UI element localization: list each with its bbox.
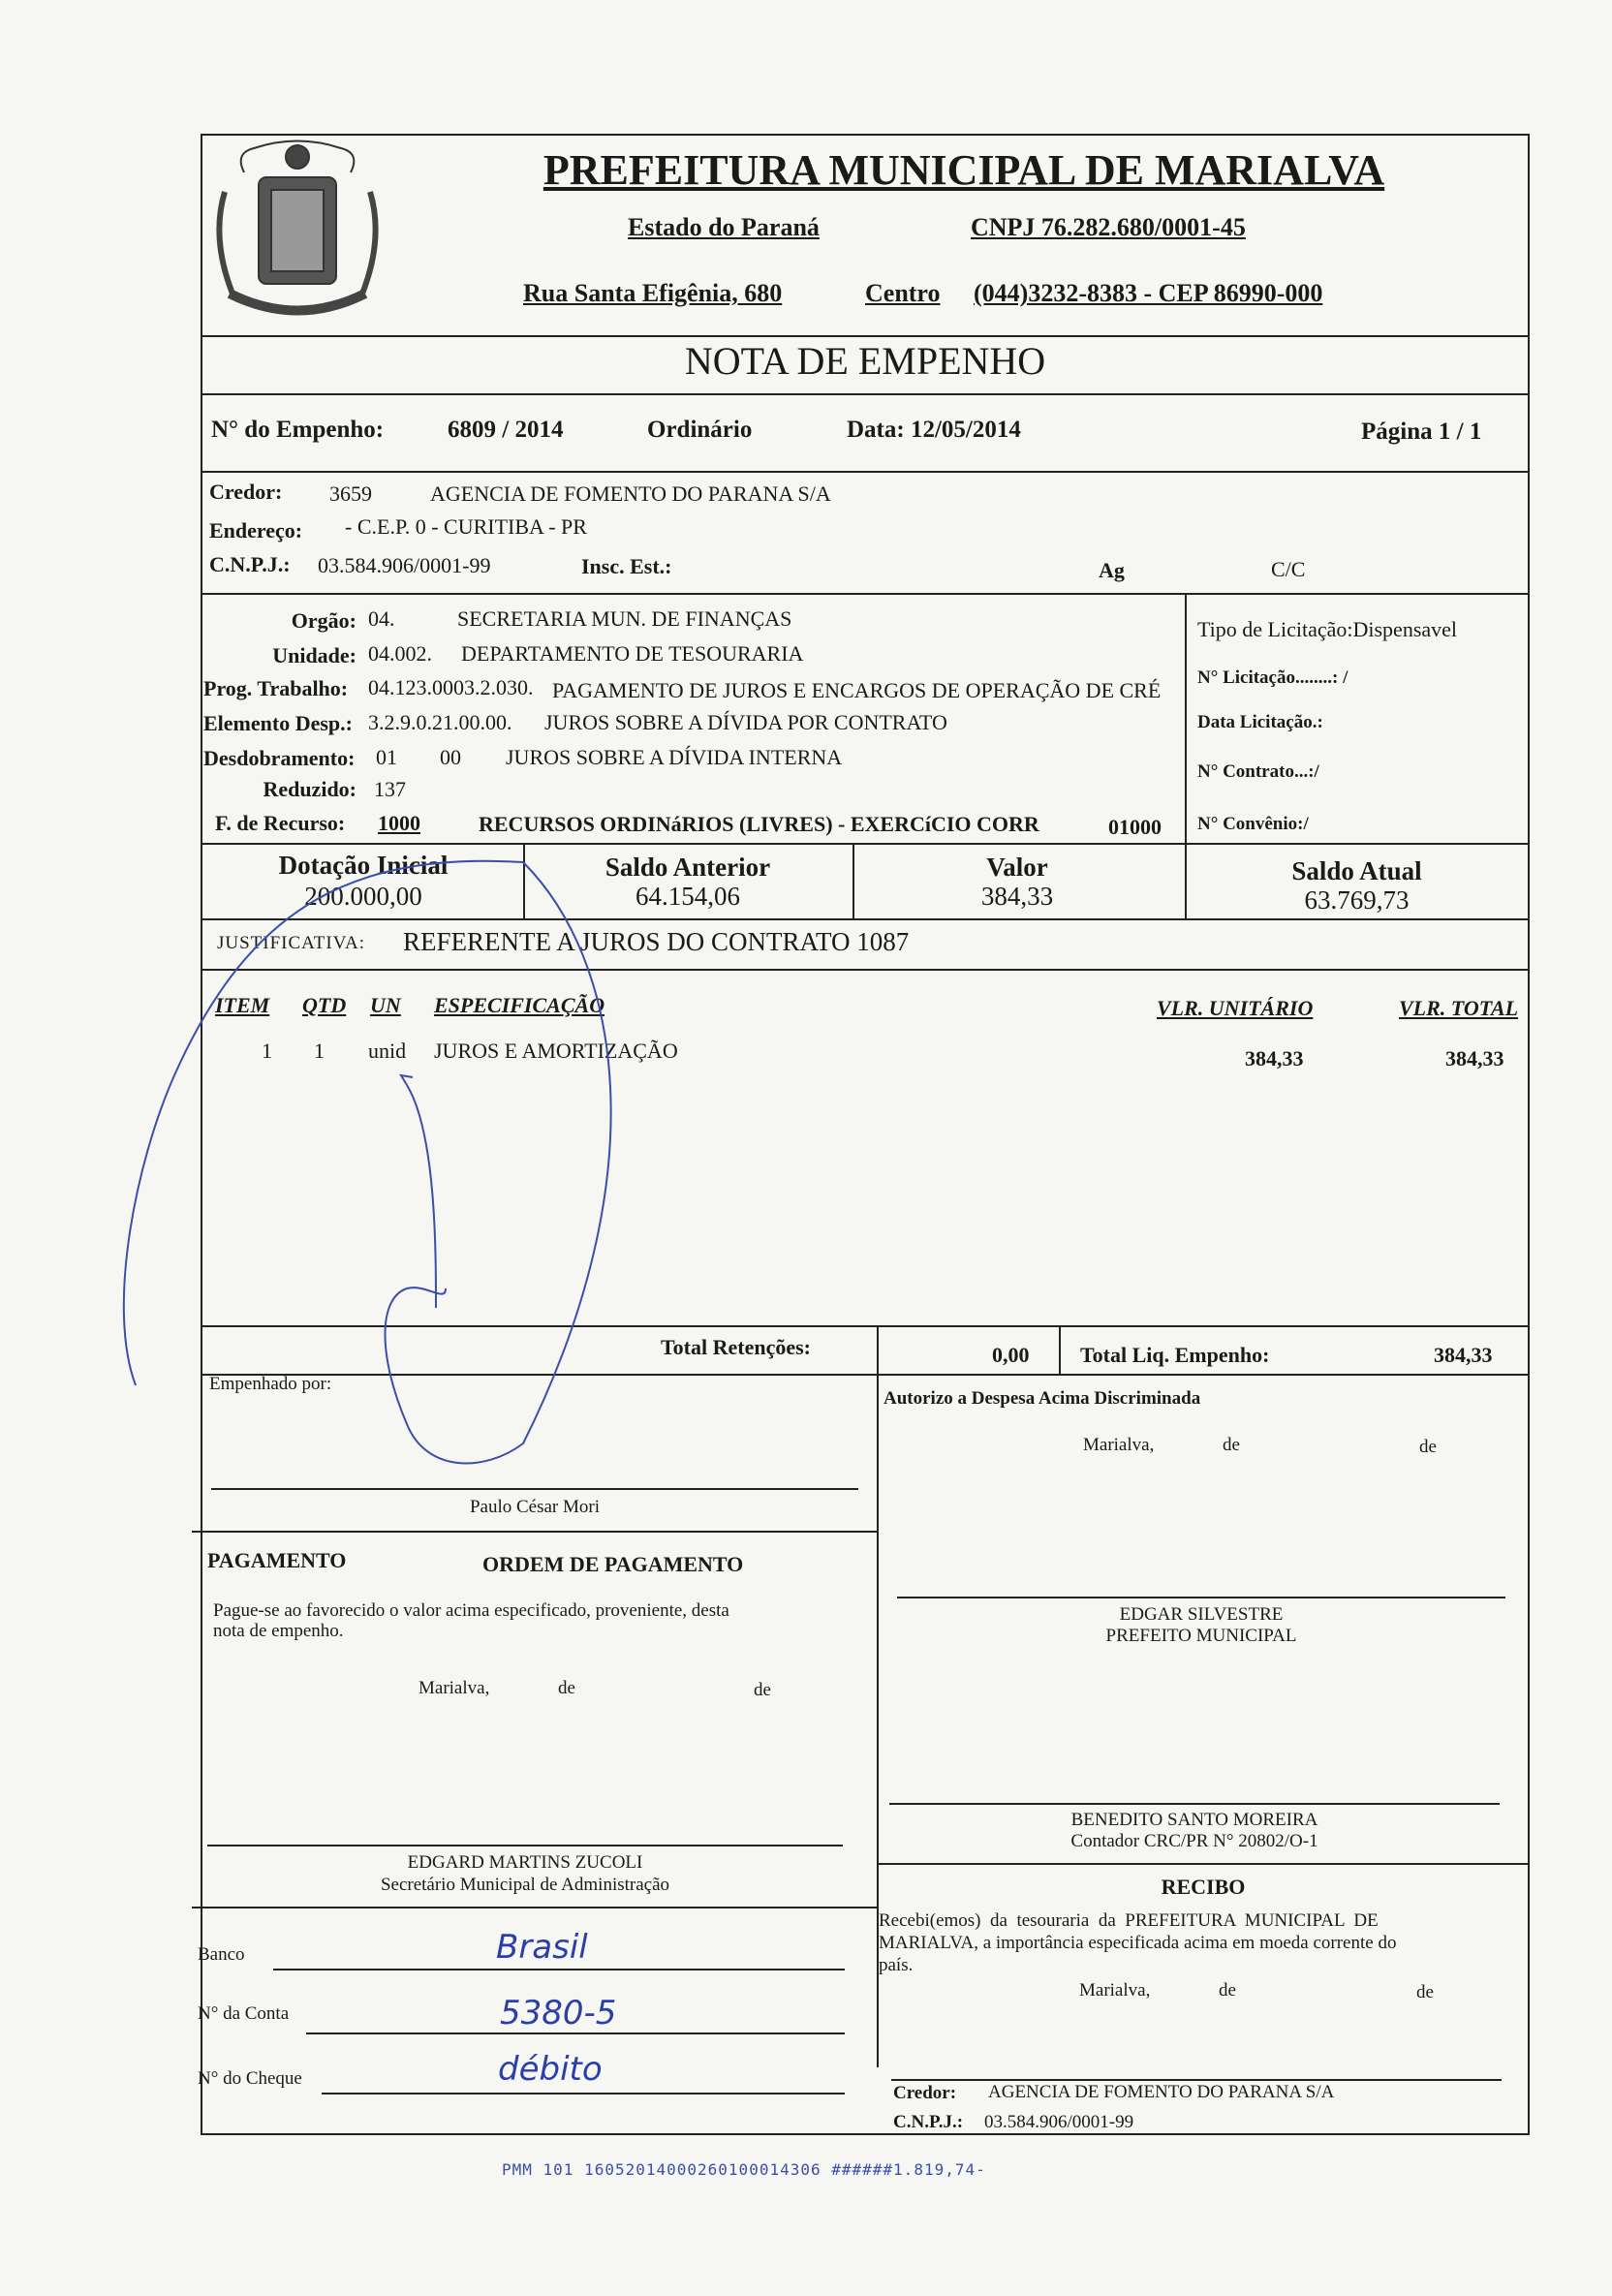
- prefeitura-district: Centro: [865, 279, 941, 307]
- ag-label: Ag: [1099, 558, 1125, 582]
- recibo-title: RECIBO: [1161, 1875, 1246, 1899]
- state-name: Estado do Paraná: [628, 213, 820, 241]
- recurso-label: F. de Recurso:: [215, 811, 346, 835]
- bank-top-line: [192, 1907, 878, 1908]
- secretario-role: Secretário Municipal de Administração: [380, 1875, 670, 1895]
- justificativa-label: JUSTIFICATIVA:: [217, 933, 366, 953]
- ordem-pagamento: ORDEM DE PAGAMENTO: [482, 1552, 744, 1576]
- saldo-anterior-value: 64.154,06: [636, 882, 740, 911]
- footer-code: PMM 101 16052014000260100014306 ######1.819,74-: [502, 2160, 986, 2179]
- dotacao-label: Dotação Inicial: [278, 851, 449, 880]
- credor-endereco: - C.E.P. 0 - CURITIBA - PR: [345, 514, 587, 539]
- items-header-un: UN: [370, 993, 401, 1017]
- desdobramento-a: 01: [376, 745, 397, 769]
- valor-label: Valor: [986, 853, 1048, 882]
- empenho-type: Ordinário: [647, 417, 753, 443]
- prefeitura-title: PREFEITURA MUNICIPAL DE MARIALVA: [542, 146, 1385, 194]
- saldos-divider-3: [1185, 843, 1187, 918]
- recurso-number: 01000: [1108, 815, 1162, 839]
- empenho-number: 6809 / 2014: [448, 417, 564, 443]
- conta-handwritten: 5380-5: [500, 1994, 617, 2032]
- prog-label: Prog. Trabalho:: [203, 676, 349, 700]
- item-row-unit: 384,33: [1245, 1046, 1304, 1070]
- retencoes-value: 0,00: [992, 1343, 1030, 1367]
- recibo-signature-line: [891, 2079, 1502, 2081]
- credor-label: Credor:: [209, 480, 283, 504]
- recurso-name: RECURSOS ORDINáRIOS (LIVRES) - EXERCíCIO CORR: [479, 812, 1039, 836]
- item-row-item: 1: [262, 1039, 272, 1063]
- saldo-anterior-label: Saldo Anterior: [604, 853, 771, 882]
- pagamento-text-2: nota de empenho.: [213, 1621, 344, 1641]
- recibo-cnpj: 03.584.906/0001-99: [984, 2112, 1134, 2132]
- items-header-espec: ESPECIFICAÇÃO: [434, 993, 605, 1017]
- contador-role: Contador CRC/PR N° 20802/O-1: [1070, 1831, 1318, 1851]
- empenhado-name: Paulo César Mori: [469, 1497, 601, 1517]
- contrato-numero: N° Contrato...:/: [1197, 761, 1319, 782]
- cheque-line: [322, 2093, 845, 2094]
- budget-divider: [1185, 593, 1187, 845]
- recibo-de2: de: [1416, 1982, 1434, 2002]
- saldo-atual-label: Saldo Atual: [1291, 856, 1422, 885]
- endereco-label: Endereço:: [209, 518, 303, 543]
- prefeito-signature-line: [897, 1597, 1505, 1598]
- prefeitura-phone-cep: (044)3232-8383 - CEP 86990-000: [974, 279, 1323, 307]
- empenho-number-label: N° do Empenho:: [211, 417, 385, 443]
- credor-cnpj: 03.584.906/0001-99: [318, 553, 491, 577]
- prefeito-role: PREFEITO MUNICIPAL: [1105, 1626, 1297, 1646]
- elemento-code: 3.2.9.0.21.00.00.: [368, 710, 512, 734]
- secretario-name: EDGARD MARTINS ZUCOLI: [407, 1852, 643, 1873]
- pen-annotation: [116, 843, 659, 1502]
- item-row-total: 384,33: [1445, 1046, 1504, 1070]
- contador-signature-line: [889, 1803, 1500, 1805]
- banco-line: [273, 1969, 845, 1970]
- orgao-code: 04.: [368, 606, 395, 631]
- elemento-label: Elemento Desp.:: [203, 711, 353, 735]
- doc-title: NOTA DE EMPENHO: [684, 339, 1046, 383]
- cheque-handwritten: débito: [498, 2050, 603, 2089]
- prefeitura-cnpj: CNPJ 76.282.680/0001-45: [971, 213, 1246, 241]
- recibo-cnpj-label: C.N.P.J.:: [893, 2112, 964, 2132]
- reduzido-label: Reduzido:: [263, 777, 356, 801]
- retencoes-label: Total Retenções:: [661, 1335, 811, 1359]
- elemento-name: JUROS SOBRE A DÍVIDA POR CONTRATO: [544, 710, 947, 734]
- orgao-name: SECRETARIA MUN. DE FINANÇAS: [457, 606, 792, 631]
- contador-name: BENEDITO SANTO MOREIRA: [1070, 1810, 1318, 1830]
- prefeitura-address: Rua Santa Efigênia, 680: [523, 279, 783, 307]
- justificativa-text: REFERENTE A JUROS DO CONTRATO 1087: [403, 927, 910, 956]
- reduzido-value: 137: [374, 777, 406, 801]
- convenio-numero: N° Convênio:/: [1197, 814, 1309, 834]
- recibo-top-line: [877, 1863, 1530, 1865]
- prog-name: PAGAMENTO DE JUROS E ENCARGOS DE OPERAÇÃO DE CRÉ: [552, 678, 1162, 702]
- secretario-signature-line: [207, 1845, 843, 1846]
- autorizo-city: Marialva,: [1083, 1435, 1155, 1455]
- coat-of-arms-seal: [205, 134, 389, 337]
- autorizo-de1: de: [1223, 1435, 1240, 1455]
- credor-name: AGENCIA DE FOMENTO DO PARANA S/A: [430, 481, 831, 506]
- saldo-atual-value: 63.769,73: [1304, 885, 1410, 915]
- unidade-name: DEPARTAMENTO DE TESOURARIA: [461, 641, 804, 666]
- empenho-date: Data: 12/05/2014: [847, 417, 1021, 443]
- empenhado-label: Empenhado por:: [209, 1374, 332, 1394]
- item-row-un: unid: [368, 1039, 407, 1063]
- autorizo-label: Autorizo a Despesa Acima Discriminada: [884, 1388, 1201, 1409]
- recibo-text-3: país.: [879, 1955, 914, 1975]
- saldos-divider-2: [852, 843, 854, 918]
- conta-line: [306, 2032, 845, 2034]
- recibo-credor-label: Credor:: [893, 2083, 957, 2103]
- banco-handwritten: Brasil: [496, 1928, 588, 1967]
- dotacao-value: 200.000,00: [304, 882, 422, 911]
- pagamento-label: PAGAMENTO: [207, 1548, 347, 1572]
- items-header-item: ITEM: [215, 993, 270, 1017]
- insc-est-label: Insc. Est.:: [581, 554, 672, 578]
- desdobramento-name: JUROS SOBRE A DÍVIDA INTERNA: [506, 745, 843, 769]
- liquido-value: 384,33: [1434, 1343, 1493, 1367]
- cc-label: C/C: [1271, 557, 1306, 581]
- pagamento-de2: de: [754, 1680, 771, 1700]
- banco-label: Banco: [198, 1944, 245, 1965]
- totals-divider-2: [1059, 1325, 1061, 1376]
- desdobramento-b: 00: [440, 745, 461, 769]
- recurso-code: 1000: [378, 811, 420, 835]
- recibo-city: Marialva,: [1079, 1980, 1151, 2001]
- prefeito-name: EDGAR SILVESTRE: [1119, 1604, 1284, 1625]
- autorizo-de2: de: [1419, 1437, 1437, 1457]
- conta-label: N° da Conta: [198, 2003, 290, 2024]
- cheque-label: N° do Cheque: [198, 2068, 302, 2089]
- pagamento-top-line: [192, 1531, 878, 1533]
- item-row-qtd: 1: [314, 1039, 325, 1063]
- items-header-qtd: QTD: [302, 993, 347, 1017]
- licitacao-numero: N° Licitação........: /: [1197, 667, 1348, 688]
- totals-divider-1: [877, 1325, 879, 1376]
- pagamento-text-1: Pague-se ao favorecido o valor acima especificado, proveniente, desta: [213, 1600, 729, 1621]
- liquido-label: Total Liq. Empenho:: [1080, 1343, 1270, 1367]
- items-header-unit: VLR. UNITÁRIO: [1157, 996, 1314, 1020]
- unidade-label: Unidade:: [272, 643, 356, 667]
- recibo-credor-name: AGENCIA DE FOMENTO DO PARANA S/A: [988, 2082, 1335, 2102]
- recibo-text-1: Recebi(emos) da tesouraria da PREFEITURA MUNICIPAL DE: [879, 1910, 1379, 1931]
- orgao-label: Orgão:: [291, 608, 356, 633]
- desdobramento-label: Desdobramento:: [203, 746, 356, 770]
- pagamento-city: Marialva,: [418, 1678, 490, 1698]
- licitacao-data: Data Licitação.:: [1197, 712, 1323, 732]
- recibo-de1: de: [1219, 1980, 1236, 2001]
- prog-code: 04.123.0003.2.030.: [368, 675, 534, 699]
- unidade-code: 04.002.: [368, 641, 432, 666]
- item-row-espec: JUROS E AMORTIZAÇÃO: [434, 1039, 678, 1063]
- licitacao-tipo: Tipo de Licitação:Dispensavel: [1197, 617, 1458, 641]
- valor-value: 384,33: [980, 882, 1054, 911]
- recibo-text-2: MARIALVA, a importância especificada acima em moeda corrente do: [879, 1933, 1397, 1953]
- credor-cnpj-label: C.N.P.J.:: [209, 552, 291, 576]
- page-indicator: Página 1 / 1: [1361, 419, 1482, 445]
- items-header-total: VLR. TOTAL: [1399, 996, 1519, 1020]
- pagamento-de1: de: [558, 1678, 575, 1698]
- credor-code: 3659: [329, 481, 372, 506]
